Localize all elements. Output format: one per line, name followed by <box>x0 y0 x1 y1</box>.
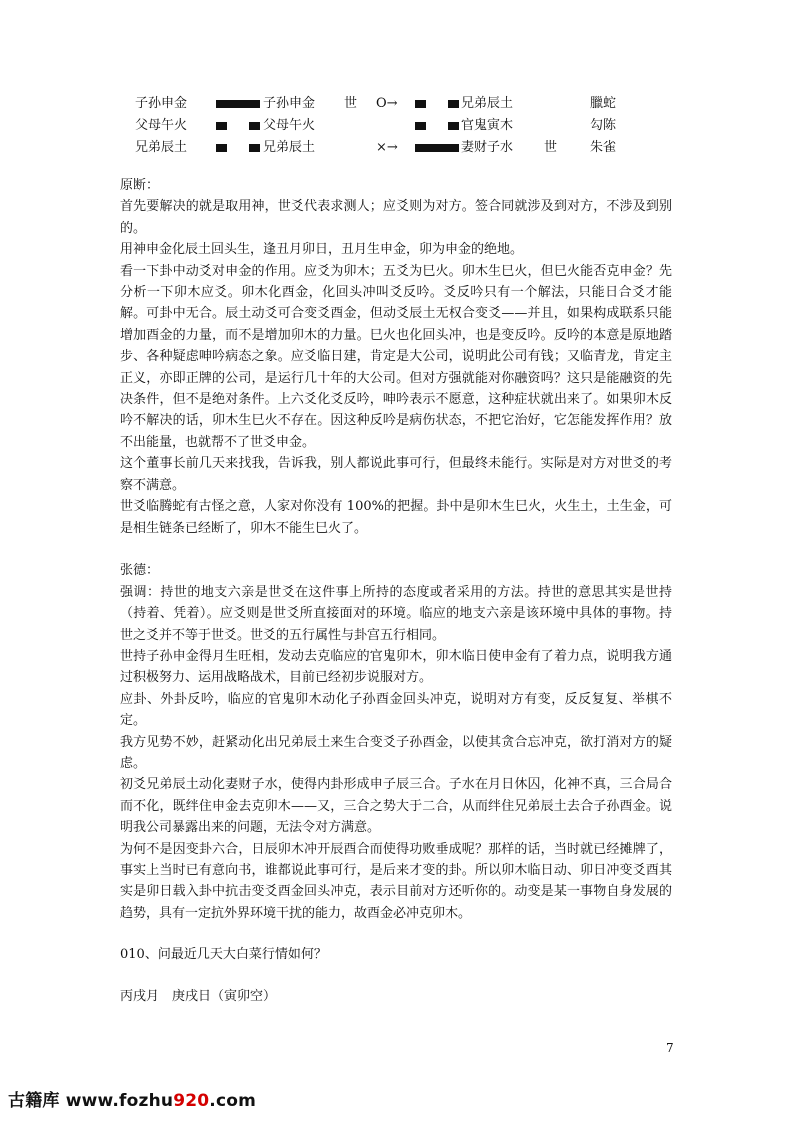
right-label: 官鬼寅木 <box>461 118 514 133</box>
hexagram-row-2 <box>0 115 793 137</box>
left-label: 父母午火 <box>135 118 188 133</box>
changed-label: 子孙申金 <box>263 96 316 111</box>
yin-line <box>415 100 459 108</box>
spirit-label: 朱雀 <box>590 140 617 155</box>
moving-mark: ×→ <box>376 140 398 155</box>
url-suffix: .com <box>209 1091 257 1111</box>
right-label: 妻财子水 <box>461 140 514 155</box>
left-label: 子孙申金 <box>135 96 188 111</box>
date-line: 丙戌月 庚戌日（寅卯空） <box>120 988 277 1004</box>
left-label: 兄弟辰土 <box>135 140 188 155</box>
yang-line <box>415 144 459 152</box>
section-heading: 张德： <box>120 563 160 579</box>
paragraph: 我方见势不妙，赶紧动化出兄弟辰土来生合变爻子孙酉金，以使其贪合忘冲克，欲打消对方的疑虑。 <box>120 734 672 771</box>
footer-watermark <box>8 1086 256 1111</box>
question-heading: 010、问最近几天大白菜行情如何？ <box>120 947 327 963</box>
url-number: 920 <box>173 1091 210 1111</box>
url-prefix: www.fozhu <box>65 1091 174 1111</box>
yang-line <box>216 100 260 108</box>
right-shi-marker: 世 <box>544 140 558 155</box>
site-name: 古籍库 <box>8 1091 60 1111</box>
yin-line <box>216 144 260 152</box>
paragraph: 世爻临腾蛇有古怪之意，人家对你没有 100%的把握。卦中是卯木生巳火，火生土，土生金，可是相生链条已经断了，卯木不能生巳火了。 <box>120 499 672 536</box>
paragraph: 世持子孙申金得月生旺相，发动去克临应的官鬼卯木，卯木临日使申金有了着力点，说明我方通过积极努力、运用战略战术，目前已经初步说服对方。 <box>120 648 672 686</box>
spirit-label: 勾陈 <box>590 118 617 133</box>
hexagram-row-3 <box>0 137 793 159</box>
page-number: 7 <box>666 1041 674 1055</box>
hexagram-row-1 <box>0 93 793 115</box>
moving-mark: O→ <box>376 96 398 111</box>
right-label: 兄弟辰土 <box>461 96 514 111</box>
yin-line <box>415 122 459 130</box>
paragraph: 初爻兄弟辰土动化妻财子水，使得内卦形成申子辰三合。子水在月日休囚，化神不真，三合局合而不化，既绊住申金去克卯木——又，三合之势大于二合，从而绊住兄弟辰土去合子孙酉金。说明我公司暴露出来的问题，无法令对方满意。 <box>120 777 672 836</box>
paragraph: 应卦、外卦反吟，临应的官鬼卯木动化子孙酉金回头冲克，说明对方有变，反反复复、举棋不定。 <box>120 691 672 729</box>
paragraph: 用神申金化辰土回头生，逢丑月卯日，丑月生申金，卯为申金的绝地。 <box>120 242 524 258</box>
spirit-label: 臘蛇 <box>590 96 617 111</box>
paragraph: 这个董事长前几天来找我，告诉我，别人都说此事可行，但最终未能行。实际是对方对世爻的考察不满意。 <box>120 456 672 493</box>
hexagram-table <box>0 93 793 159</box>
yin-line <box>216 122 260 130</box>
paragraph: 首先要解决的就是取用神，世爻代表求测人；应爻则为对方。签合同就涉及到对方，不涉及到别的。 <box>120 199 672 236</box>
shi-marker: 世 <box>344 96 358 111</box>
site-url <box>66 1091 256 1111</box>
paragraph: 强调：持世的地支六亲是世爻在这件事上所持的态度或者采用的方法。持世的意思其实是世持（持着、凭着）。应爻则是世爻所直接面对的环境。临应的地支六亲是该环境中具体的事物。持世之爻并不等于世爻。世爻的五行属性与卦宫五行相同。 <box>120 584 672 643</box>
changed-label: 兄弟辰土 <box>263 140 316 155</box>
paragraph: 看一下卦中动爻对申金的作用。应爻为卯木；五爻为巳火。卯木生巳火，但巳火能否克申金？先分析一下卯木应爻。卯木化酉金，化回头冲叫爻反吟。爻反吟只有一个解法，只能日合爻才能解。可卦中无合。辰土动爻可合变爻酉金，但动爻辰土无权合变爻——并且，如果构成联系只能增加酉金的力量，而不是增加卯木的力量。巳火也化回头冲，也是变反吟。反吟的本意是原地踏步、各种疑虑呻吟病态之象。应爻临日建，肯定是大公司，说明此公司有钱；又临青龙，肯定主正义，亦即正牌的公司，是运行几十年的大公司。但对方强就能对你融资吗？这只是能融资的先决条件，但不是绝对条件。上六爻化爻反吟，呻吟表示不愿意，这种症状就出来了。如果卯木反吟不解决的话，卯木生巳火不存在。因这种反吟是病伤状态，不把它治好，它怎能发挥作用？放不出能量，也就帮不了世爻申金。 <box>120 263 672 450</box>
document-body <box>120 175 672 1007</box>
section-heading: 原断： <box>120 178 160 193</box>
paragraph: 为何不是因变卦六合，日辰卯木冲开辰酉合而使得功败垂成呢？那样的话，当时就已经摊牌了，事实上当时已有意向书，谁都说此事可行，是后来才变的卦。所以卯木临日动、卯日冲变爻酉其实是卯日载入卦中抗击变爻酉金回头冲克，表示目前对方还听你的。动变是某一事物自身发展的趋势，具有一定抗外界环境干扰的能力，故酉金必冲克卯木。 <box>120 841 672 921</box>
changed-label: 父母午火 <box>263 118 316 133</box>
